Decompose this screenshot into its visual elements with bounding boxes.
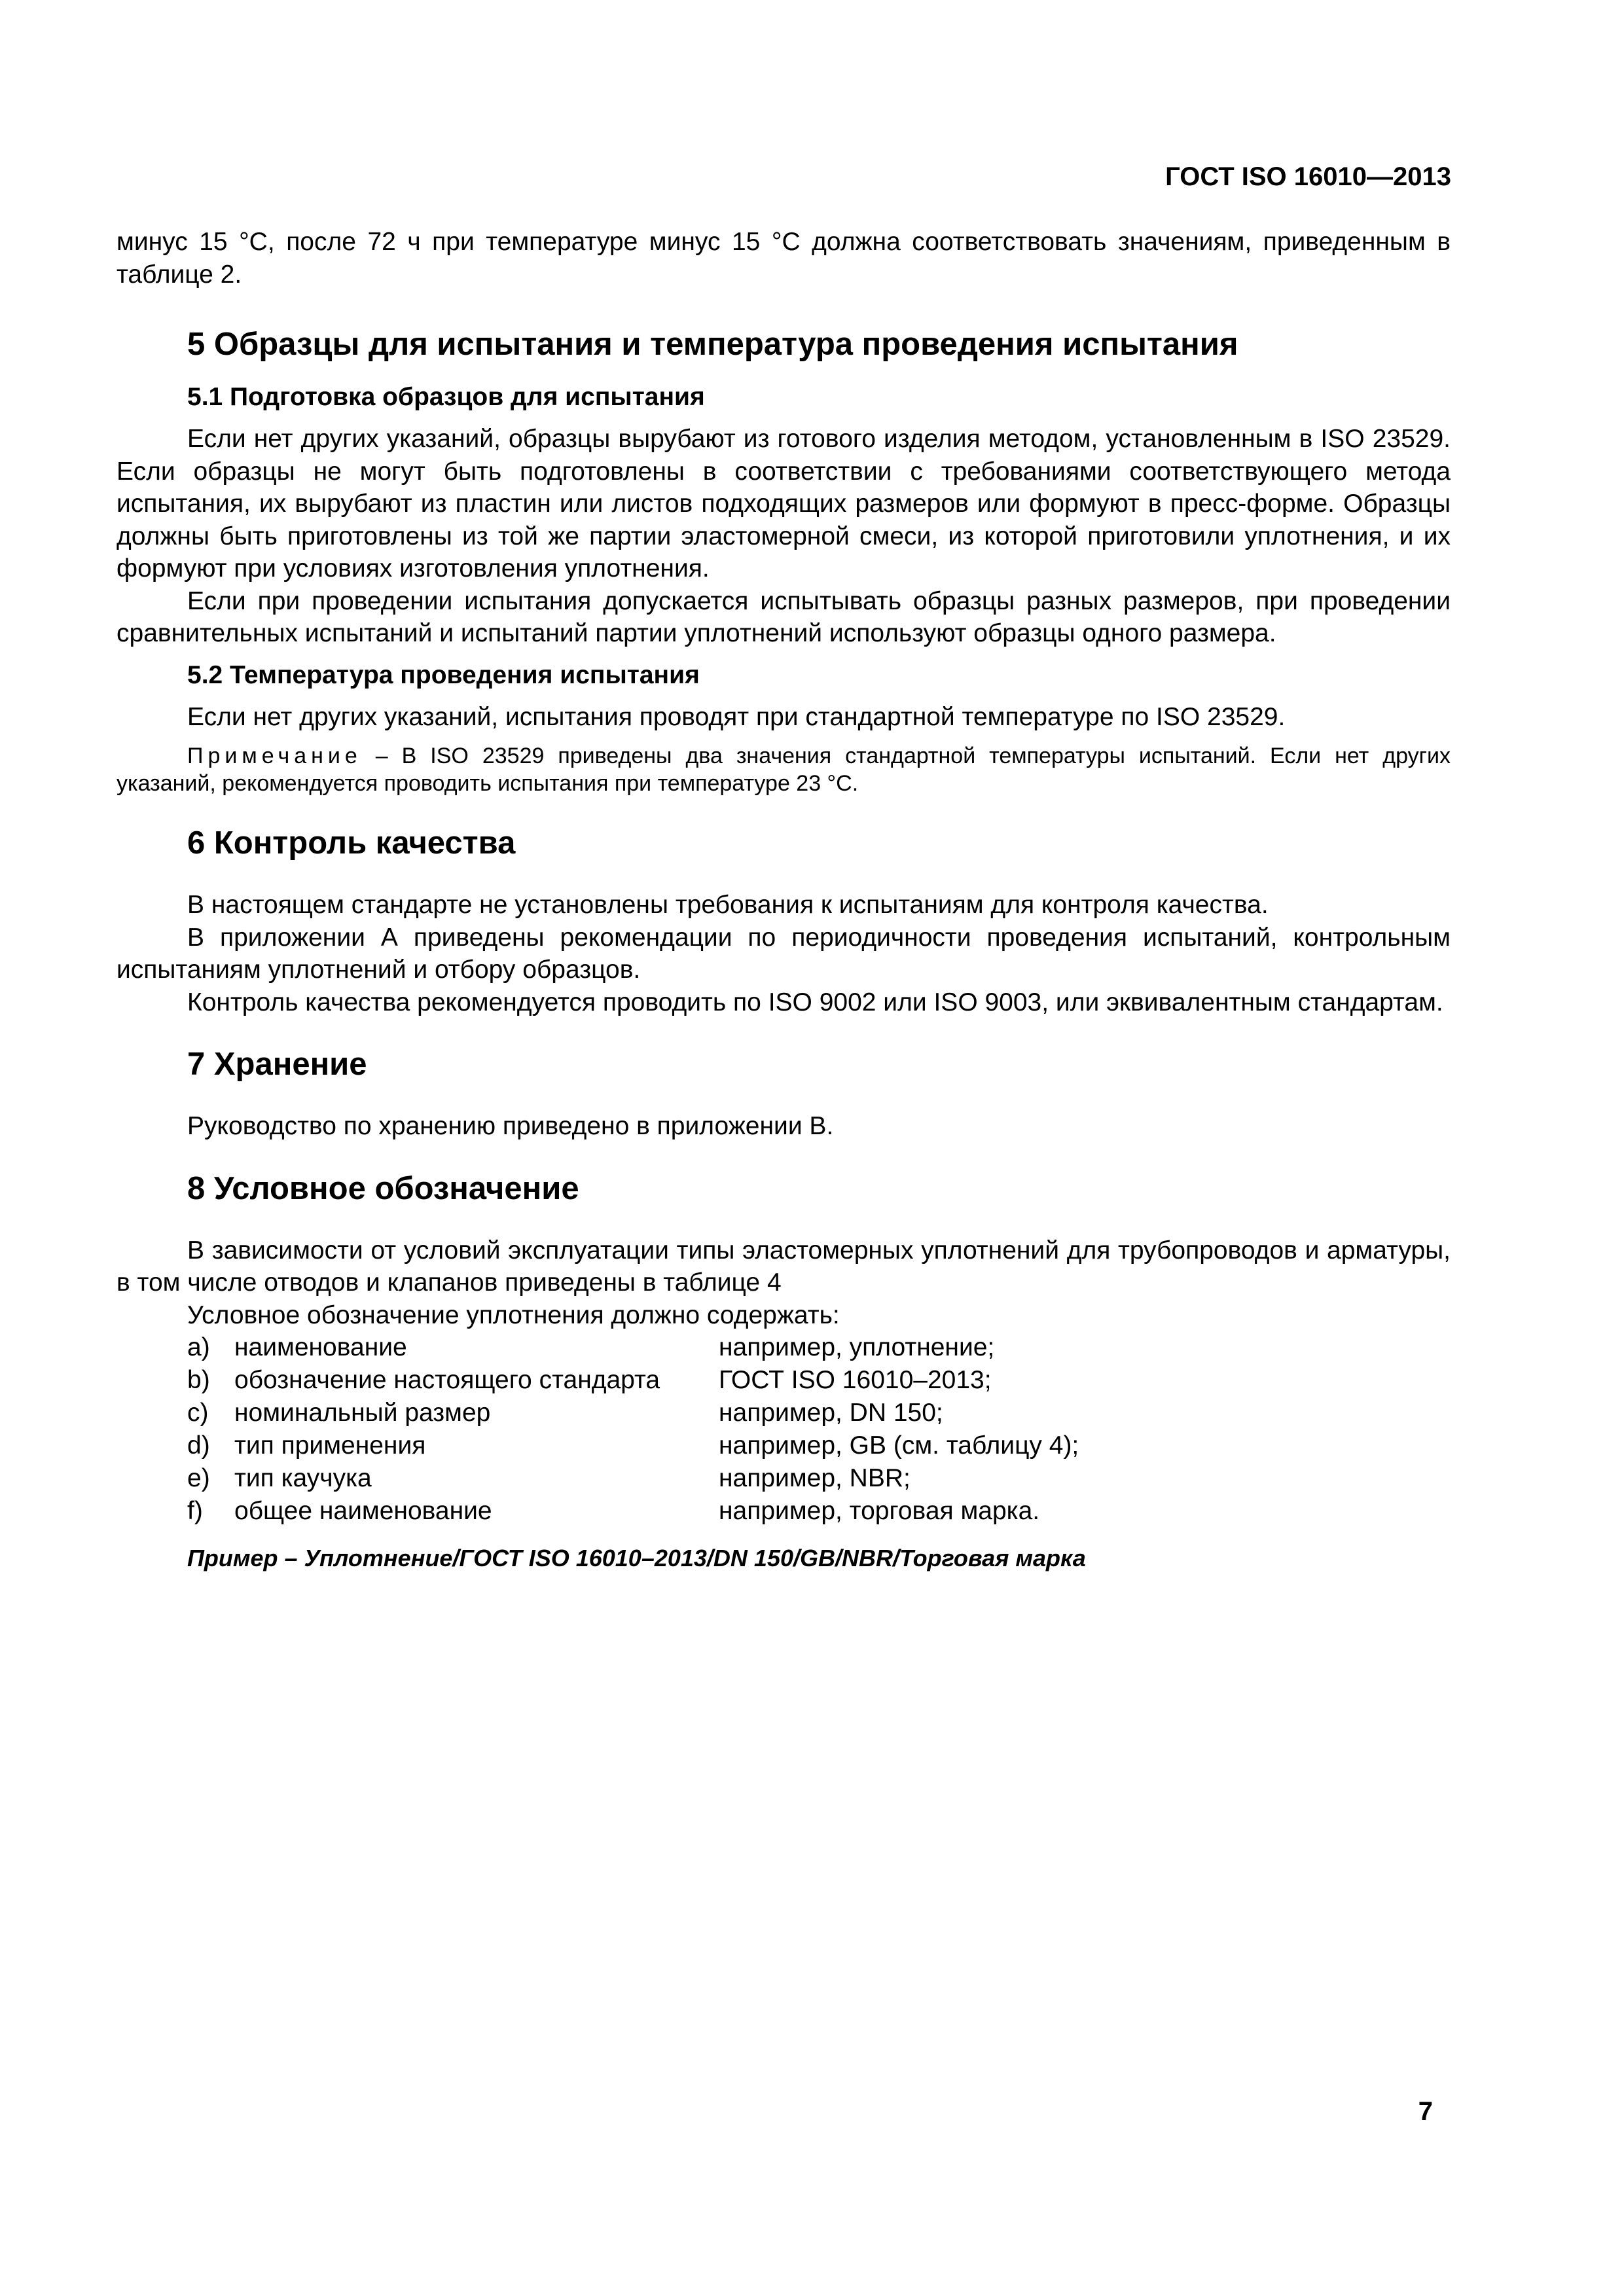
list-item-name: наименование — [234, 1333, 407, 1361]
intro-paragraph: минус 15 °С, после 72 ч при температуре минус 15 °С должна соответствовать значениям, приведенным в таблице 2. — [117, 228, 1451, 289]
note-label: Примечание — [187, 744, 362, 768]
list-item-name: общее наименование — [234, 1497, 492, 1525]
section-8-paragraph-2: Условное обозначение уплотнения должно содержать: — [187, 1300, 840, 1329]
section-6-paragraph-3: Контроль качества рекомендуется проводить по ISO 9002 или ISO 9003, или эквивалентным стандартам. — [187, 988, 1443, 1016]
list-item-value: например, уплотнение; — [719, 1333, 995, 1361]
section-6-paragraph-2: В приложении А приведены рекомендации по периодичности проведения испытаний, контрольным испытаниям уплотнений и отбору образцов. — [117, 923, 1451, 984]
page-number: 7 — [1418, 2097, 1433, 2126]
section-6-paragraph-1: В настоящем стандарте не установлены требования к испытаниям для контроля качества. — [187, 891, 1269, 919]
list-item-name: тип каучука — [234, 1464, 372, 1492]
designation-example: Пример – Уплотнение/ГОСТ ISO 16010–2013/DN 150/GB/NBR/Торговая марка — [187, 1545, 1086, 1571]
document-header: ГОСТ ISO 16010—2013 — [1165, 162, 1451, 191]
designation-list — [117, 1331, 1451, 1528]
list-item — [117, 1364, 1451, 1397]
list-item-marker: e) — [187, 1464, 210, 1492]
section-7-title: 7 Хранение — [187, 1047, 367, 1082]
list-item-marker: b) — [187, 1366, 210, 1394]
section-6-title: 6 Контроль качества — [187, 825, 516, 861]
list-item-value: например, GB (см. таблицу 4); — [719, 1431, 1079, 1460]
list-item-value: например, торговая марка. — [719, 1497, 1040, 1525]
list-item-marker: a) — [187, 1333, 210, 1361]
note-text: – В ISO 23529 приведены два значения стандартной температуры испытаний. Если нет других указаний, рекомендуется проводить испытания при температуре 23 °С. — [117, 744, 1451, 796]
list-item-name: тип применения — [234, 1431, 426, 1460]
list-item — [117, 1429, 1451, 1462]
list-item — [117, 1462, 1451, 1495]
section-5-title: 5 Образцы для испытания и температура проведения испытания — [187, 327, 1238, 362]
section-5-1-title: 5.1 Подготовка образцов для испытания — [187, 383, 705, 411]
list-item-value: например, NBR; — [719, 1464, 911, 1492]
list-item — [117, 1397, 1451, 1429]
section-8-title: 8 Условное обозначение — [187, 1170, 579, 1206]
list-item-name: номинальный размер — [234, 1399, 491, 1427]
section-5-1-paragraph-1: Если нет других указаний, образцы вырубают из готового изделия методом, установленным в ISO 23529. Если образцы не могут быть подготовлены в соответствии с требованиями соответствующего метода испытания, их вырубают из пластин или листов подходящих размеров или формуют в пресс-форме. Образцы должны быть приготовлены из той же партии эластомерной смеси, из которой приготовили уплотнения, и их формуют при условиях изготовления уплотнения. — [117, 425, 1451, 583]
page-content — [117, 226, 1451, 1575]
section-5-2-paragraph-1: Если нет других указаний, испытания проводят при стандартной температуре по ISO 23529. — [187, 702, 1286, 731]
section-5-2-title: 5.2 Температура проведения испытания — [187, 660, 700, 689]
list-item-marker: d) — [187, 1431, 210, 1460]
section-7-paragraph-1: Руководство по хранению приведено в приложении В. — [187, 1112, 834, 1140]
list-item — [117, 1495, 1451, 1528]
list-item-marker: c) — [187, 1399, 209, 1427]
list-item — [117, 1331, 1451, 1364]
list-item-name: обозначение настоящего стандарта — [234, 1366, 660, 1394]
section-8-paragraph-1: В зависимости от условий эксплуатации типы эластомерных уплотнений для трубопроводов и арматуры, в том числе отводов и клапанов приведены в таблице 4 — [117, 1236, 1451, 1297]
section-5-1-paragraph-2: Если при проведении испытания допускается испытывать образцы разных размеров, при проведении сравнительных испытаний и испытаний партии уплотнений используют образцы одного размера. — [117, 586, 1451, 647]
note — [117, 742, 1451, 797]
list-item-value: ГОСТ ISO 16010–2013; — [719, 1366, 992, 1394]
list-item-marker: f) — [187, 1497, 203, 1525]
list-item-value: например, DN 150; — [719, 1399, 943, 1427]
